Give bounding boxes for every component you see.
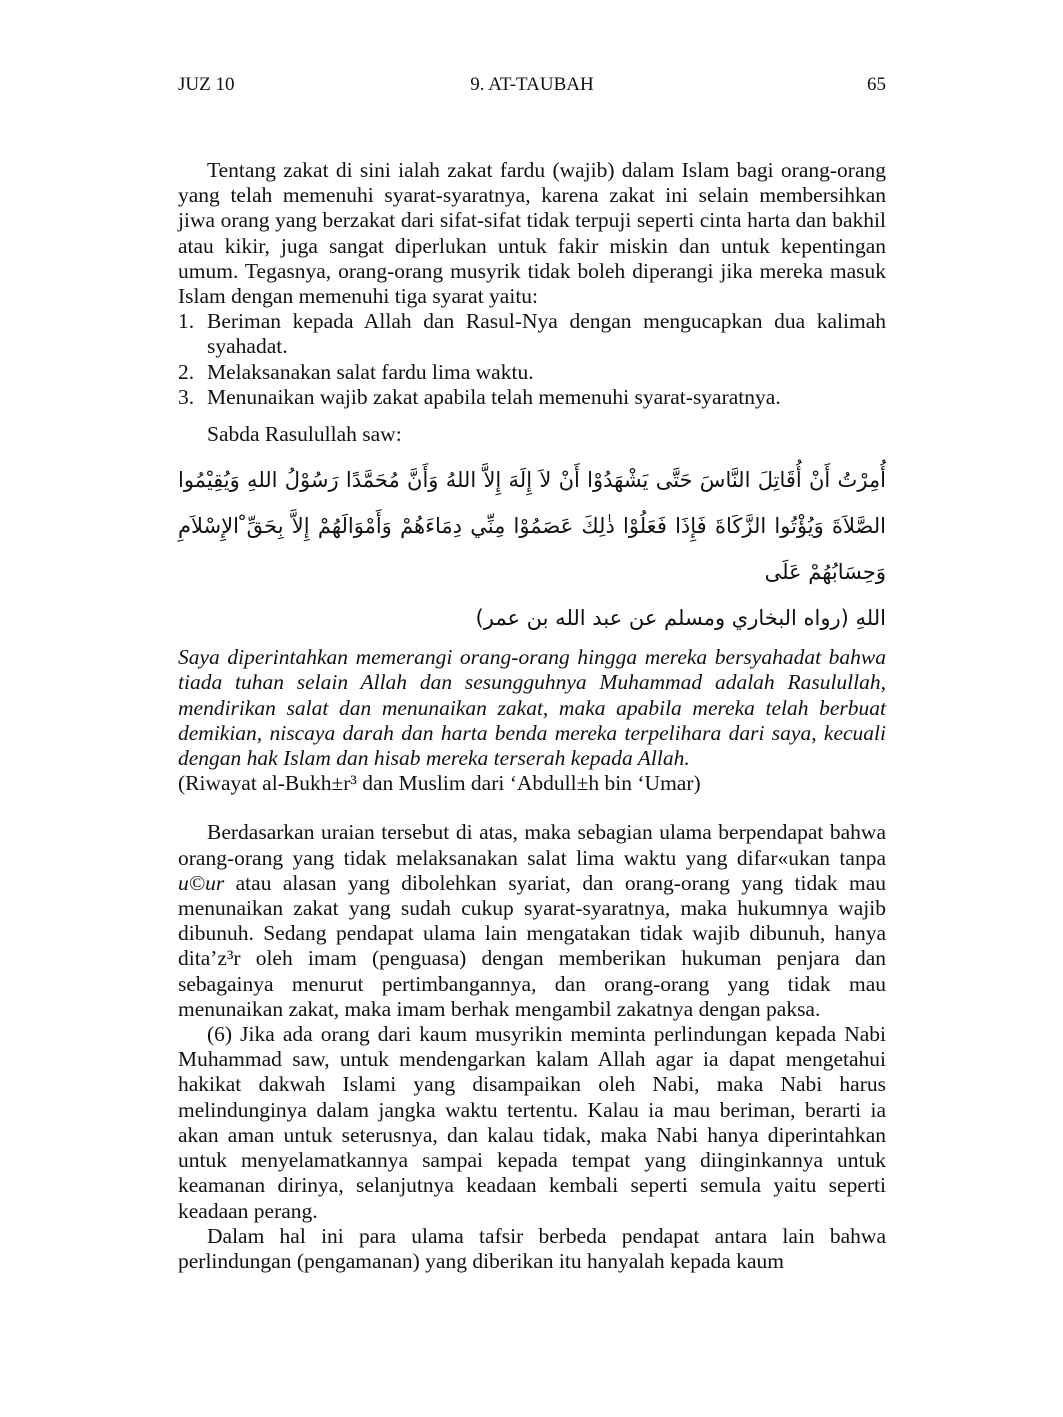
list-text: Melaksanakan salat fardu lima waktu. — [207, 359, 534, 384]
arabic-hadith — [178, 457, 886, 641]
arabic-hadith-source: اللهِ (رواه البخاري ومسلم عن عبد الله بن عمر) — [475, 606, 886, 631]
list-number: 3. — [178, 384, 195, 409]
paragraph-ulama-italic: u©ur — [178, 870, 225, 895]
paragraph-verse-6: (6) Jika ada orang dari kaum musyrikin meminta perlindungan kepada Nabi Muhammad saw, untuk mendengarkan kalam Allah agar ia dapat mengetahui hakikat dakwah Islami yang disampaikan oleh Nabi, maka Nabi harus melindunginya dalam jangka waktu tertentu. Kalau ia mau beriman, berarti ia akan aman untuk seterusnya, dan kalau tidak, maka Nabi hanya diperintahkan untuk menyelamatkannya sampai kepada tempat yang diinginkannya untuk keamanan dirinya, selanjutnya keadaan kembali seperti semula yaitu seperti keadaan perang. — [178, 1022, 886, 1223]
paragraph-ulama — [178, 820, 886, 1022]
list-item — [178, 385, 886, 410]
paragraph-ulama-part-a: Berdasarkan uraian tersebut di atas, maka sebagian ulama berpendapat bahwa orang-orang yang tidak melaksanakan salat lima waktu yang difar«ukan tanpa — [178, 820, 886, 870]
list-number: 1. — [178, 309, 195, 334]
arabic-hadith-text: أُمِرْتُ أَنْ أُقَاتِلَ النَّاسَ حَتَّى يَشْهَدُوْا أَنْ لاَ إِلَهَ إِلاَّ اللهُ وَأَنَّ مُحَمَّدًا رَسُوْلُ اللهِ وَيُقِيْمُوا الصَّلاَةَ وَيُؤْتُوا الزَّكَاةَ فَإِذَا فَعَلُوْا ذٰلِكَ عَصَمُوْا مِنِّي دِمَاءَهُمْ وَأَمْوَالَهُمْ إِلاَّ بِحَقِّ ْالإِسْلاَمِ وَحِسَابُهُمْ عَلَى — [178, 468, 886, 585]
syarat-list — [178, 309, 886, 410]
page-content — [178, 158, 886, 1274]
page-header — [178, 74, 886, 102]
juz-label: JUZ 10 — [178, 74, 235, 95]
hadith-translation: Saya diperintahkan memerangi orang-orang hingga mereka bersyahadat bahwa tiada tuhan selain Allah dan sesungguhnya Muhammad adalah Rasulullah, mendirikan salat dan menunaikan zakat, maka apabila mereka telah berbuat demikian, niscaya darah dan harta benda mereka terpelihara dari saya, kecuali dengan hak Islam dan hisab mereka terserah kepada Allah. — [178, 645, 886, 771]
surah-title: 9. AT-TAUBAH — [470, 74, 594, 95]
list-item — [178, 309, 886, 359]
list-number: 2. — [178, 359, 195, 384]
paragraph-gap — [178, 796, 886, 820]
paragraph-ulama-part-b: atau alasan yang dibolehkan syariat, dan orang-orang yang tidak mau menunaikan zakat yang sudah cukup syarat-syaratnya, maka hukumnya wajib dibunuh. Sedang pendapat ulama lain mengatakan tidak wajib dibunuh, hanya dita’z³r oleh imam (penguasa) dengan memberikan hukuman penjara dan sebagainya menurut pertimbangannya, dan orang-orang yang tidak mau menunaikan zakat, maka imam berhak mengambil zakatnya dengan paksa. — [178, 870, 886, 1021]
hadith-source: (Riwayat al-Bukh±r³ dan Muslim dari ‘Abdull±h bin ‘Umar) — [178, 771, 701, 796]
list-text: Beriman kepada Allah dan Rasul-Nya dengan mengucapkan dua kalimah syahadat. — [207, 309, 886, 359]
page-number: 65 — [867, 74, 886, 95]
list-text: Menunaikan wajib zakat apabila telah memenuhi syarat-syaratnya. — [207, 384, 781, 409]
sabda-heading: Sabda Rasulullah saw: — [207, 422, 402, 447]
paragraph-tafsir: Dalam hal ini para ulama tafsir berbeda pendapat antara lain bahwa perlindungan (pengamanan) yang diberikan itu hanyalah kepada kaum — [178, 1223, 886, 1273]
list-item — [178, 360, 886, 385]
paragraph-zakat: Tentang zakat di sini ialah zakat fardu (wajib) dalam Islam bagi orang-orang yang telah memenuhi syarat-syaratnya, karena zakat ini selain membersihkan jiwa orang yang berzakat dari sifat-sifat tidak terpuji seperti cinta harta dan bakhil atau kikir, juga sangat diperlukan untuk fakir miskin dan untuk kepentingan umum. Tegasnya, orang-orang musyrik tidak boleh diperangi jika mereka masuk Islam dengan memenuhi tiga syarat yaitu: — [178, 158, 886, 309]
